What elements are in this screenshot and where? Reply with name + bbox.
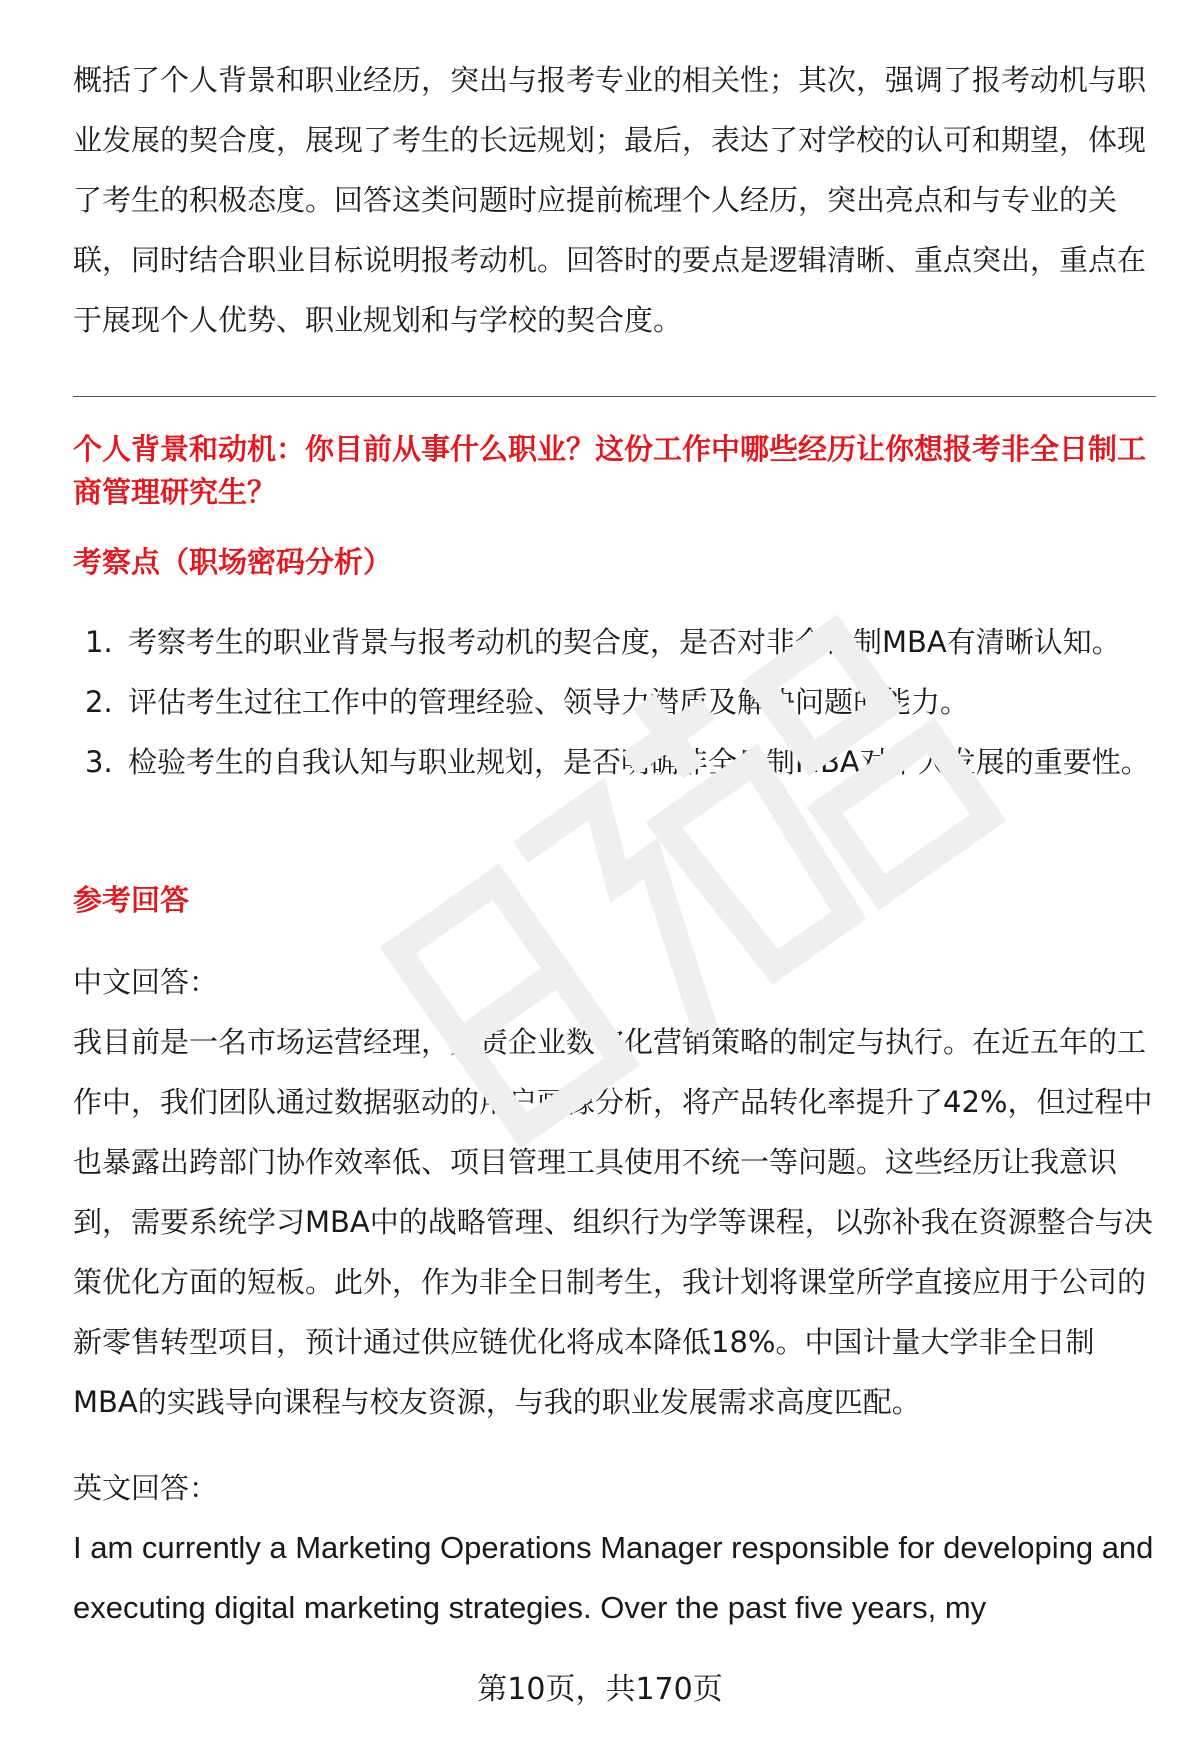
english-answer-text: I am currently a Marketing Operations Manager responsible for developing and executing digital marketing strategies. Over the past five years, my [73, 1530, 1154, 1625]
reference-heading: 参考回答 [73, 883, 190, 917]
list-item [73, 672, 1156, 732]
page-footer: 第10页，共170页 [477, 1672, 723, 1707]
list-item-number: 1. [85, 625, 113, 659]
intro-paragraph: 概括了个人背景和职业经历，突出与报考专业的相关性；其次，强调了报考动机与职业发展的契合度，展现了考生的长远规划；最后，表达了对学校的认可和期望，体现了考生的积极态度。回答这类问题时应提前梳理个人经历，突出亮点和与专业的关联，同时结合职业目标说明报考动机。回答时的要点是逻辑清晰、重点突出，重点在于展现个人优势、职业规划和与学校的契合度。 [73, 63, 1147, 337]
english-answer-label: 英文回答： [73, 1471, 219, 1505]
list-item [73, 612, 1156, 672]
list-item-number: 2. [85, 685, 113, 719]
assessment-points-list [73, 612, 1156, 792]
list-item-text: 考察考生的职业背景与报考动机的契合度，是否对非全日制MBA有清晰认知。 [128, 625, 1121, 659]
list-item [73, 732, 1156, 792]
chinese-answer-text: 我目前是一名市场运营经理，负责企业数字化营销策略的制定与执行。在近五年的工作中，我们团队通过数据驱动的用户画像分析，将产品转化率提升了42%，但过程中也暴露出跨部门协作效率低、项目管理工具使用不统一等问题。这些经历让我意识到，需要系统学习MBA中的战略管理、组织行为学等课程，以弥补我在资源整合与决策优化方面的短板。此外，作为非全日制考生，我计划将课堂所学直接应用于公司的新零售转型项目，预计通过供应链优化将成本降低18%。中国计量大学非全日制MBA的实践导向课程与校友资源，与我的职业发展需求高度匹配。 [73, 1025, 1153, 1419]
list-item-number: 3. [85, 745, 113, 779]
section-divider [73, 396, 1156, 397]
list-item-text: 检验考生的自我认知与职业规划，是否明确非全日制MBA对个人发展的重要性。 [128, 745, 1150, 779]
assessment-heading: 考察点（职场密码分析） [73, 545, 393, 579]
list-item-text: 评估考生过往工作中的管理经验、领导力潜质及解决问题的能力。 [128, 685, 970, 719]
question-heading: 个人背景和动机：你目前从事什么职业？这份工作中哪些经历让你想报考非全日制工商管理研究生？ [73, 432, 1147, 509]
chinese-answer-label: 中文回答： [73, 965, 219, 999]
